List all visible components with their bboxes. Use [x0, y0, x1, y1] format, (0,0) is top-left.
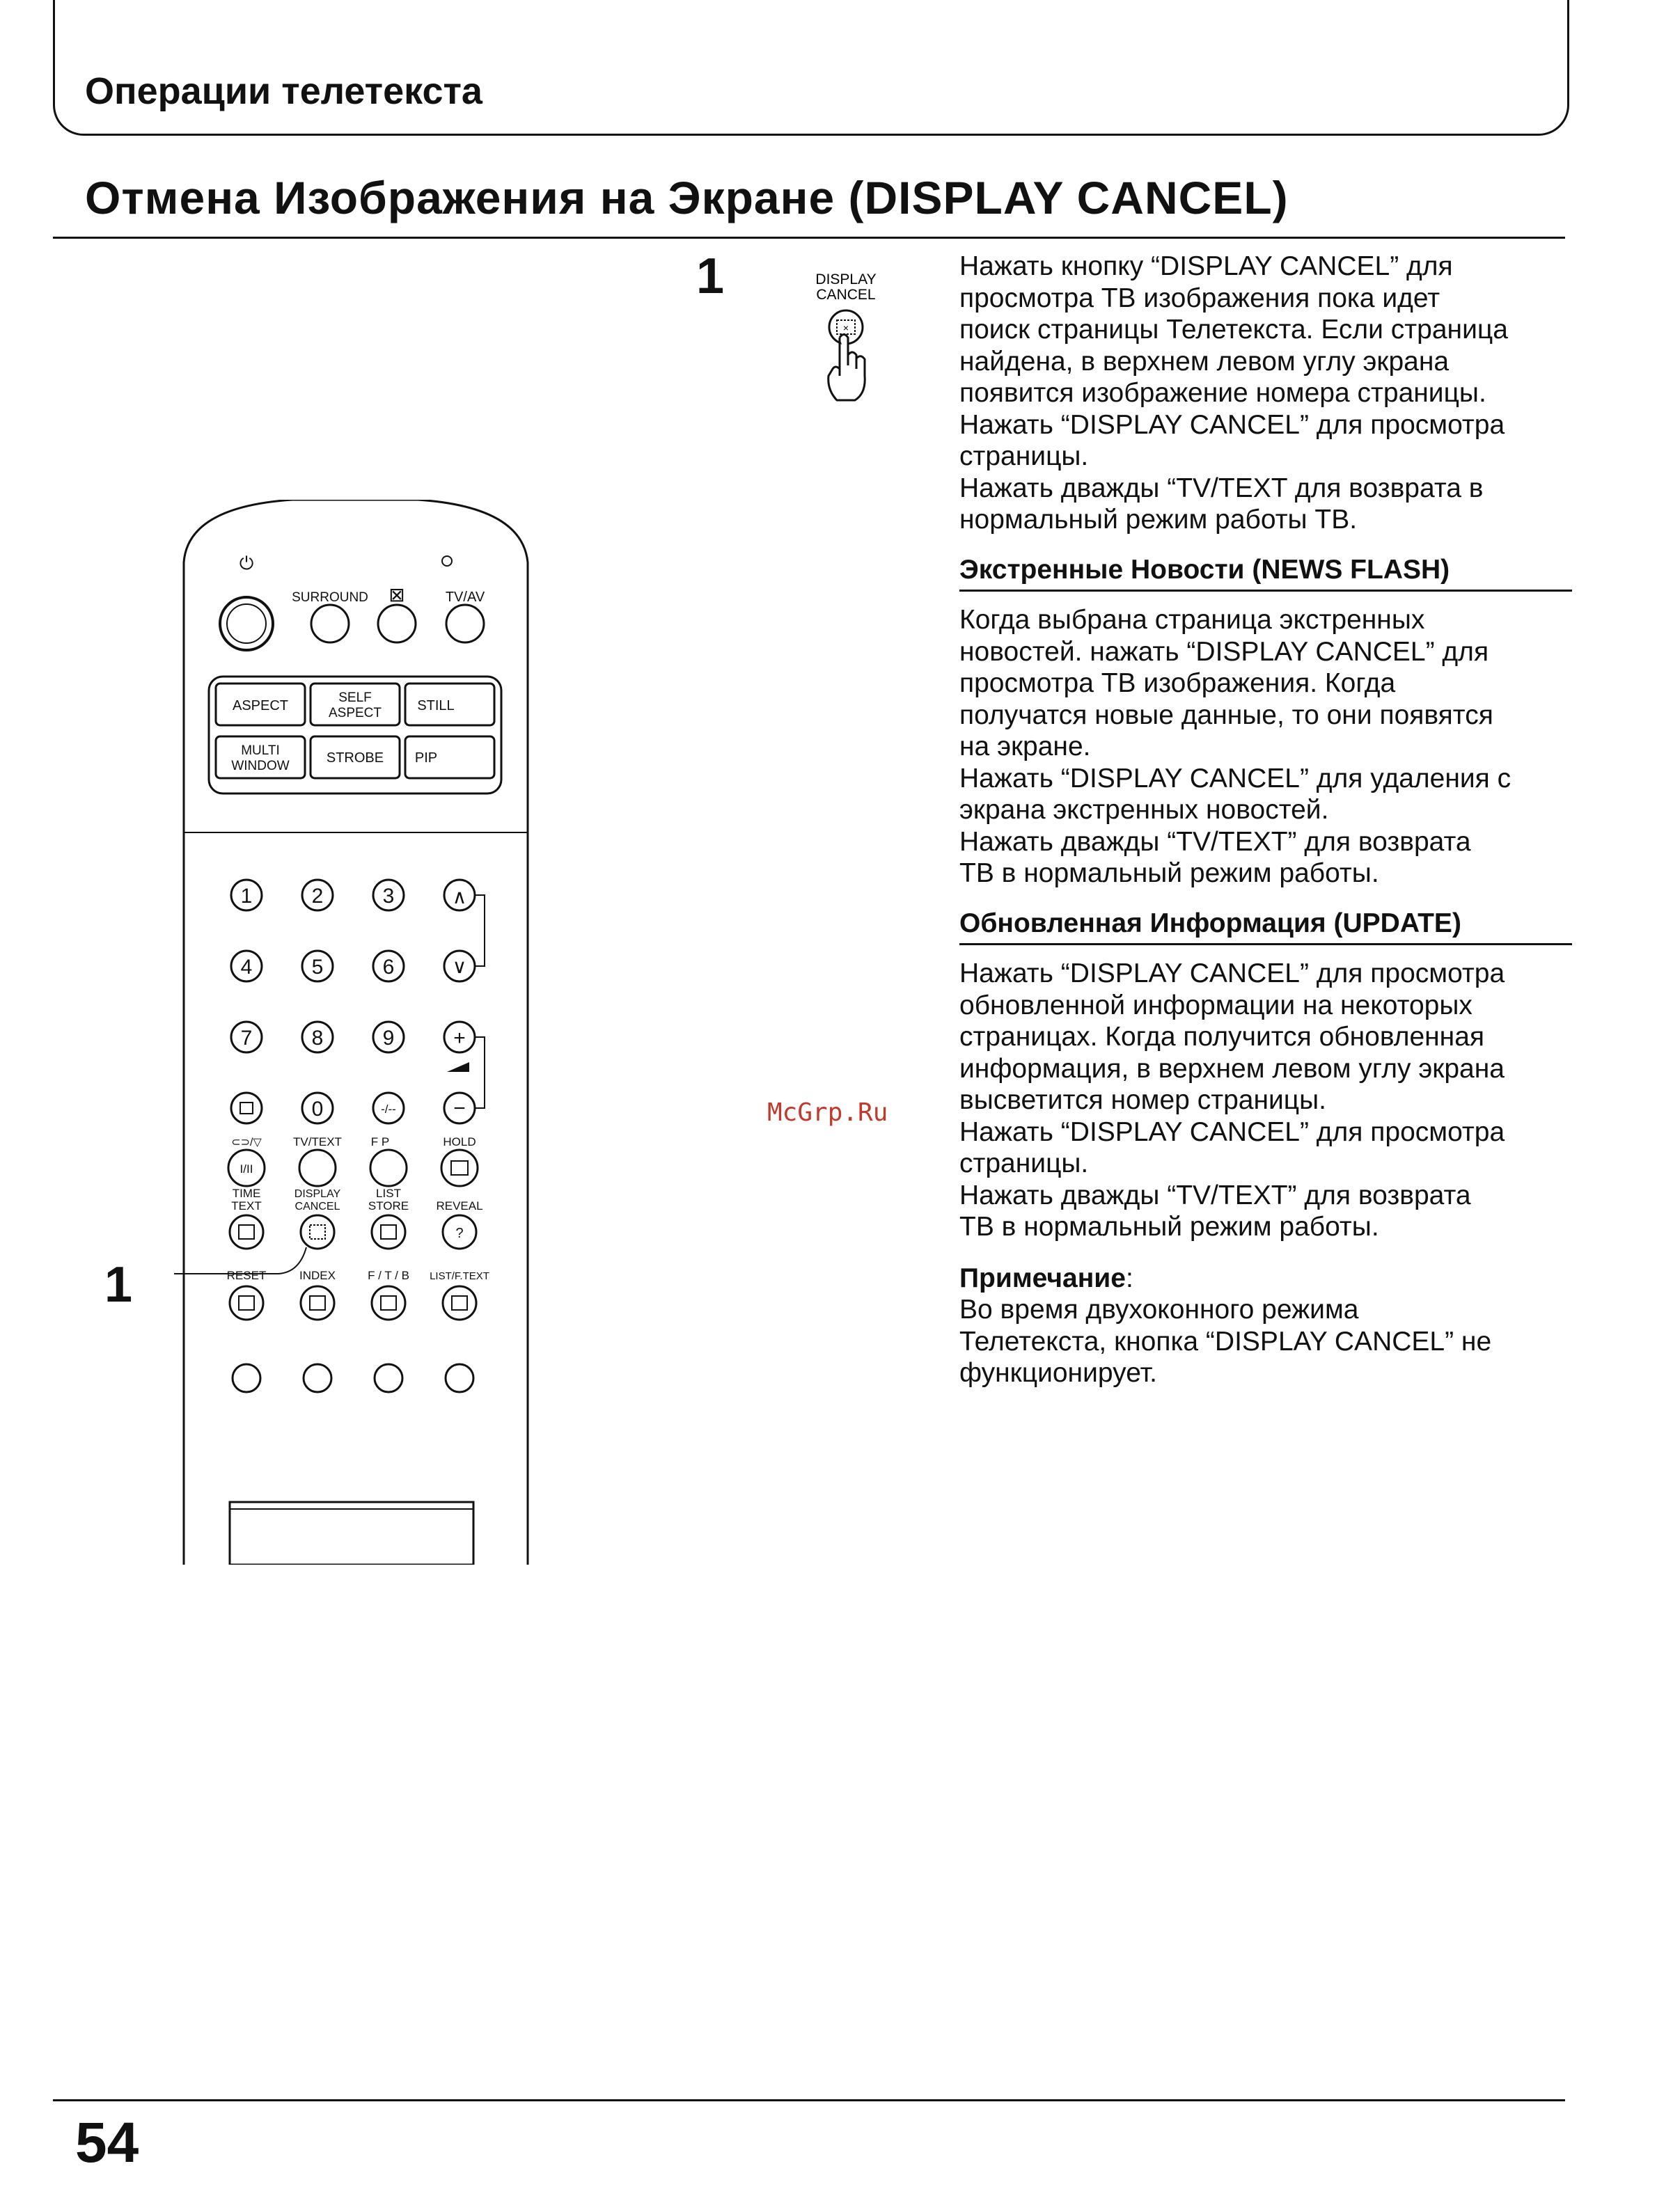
tvav-button: [446, 605, 484, 642]
step-number: 1: [696, 248, 725, 304]
note-title: Примечание: [959, 1263, 1126, 1293]
note-heading: Примечание:: [959, 1263, 1133, 1293]
hold-label: HOLD: [443, 1135, 476, 1148]
reset-button: [230, 1286, 263, 1320]
section-title: Операции телетекста: [85, 70, 482, 112]
still-label: STILL: [417, 698, 455, 713]
self-aspect-label-2: ASPECT: [328, 706, 382, 720]
multi-label-2: WINDOW: [231, 759, 290, 773]
reset-label: RESET: [226, 1269, 267, 1282]
digit-2: 2: [311, 885, 324, 908]
digit-4: 4: [240, 956, 253, 979]
body-line: обновленной информации на некоторых: [959, 990, 1473, 1020]
list-store-label-2: STORE: [368, 1199, 409, 1212]
body-line: Нажать “DISPLAY CANCEL” для удаления с: [959, 763, 1511, 793]
hold-button: [441, 1150, 478, 1186]
svg-text:×: ×: [842, 322, 849, 333]
body-line: появится изображение номера страницы.: [959, 378, 1486, 408]
strobe-label: STROBE: [326, 750, 384, 766]
body-line: просмотра ТВ изображения пока идет: [959, 283, 1440, 313]
minus-icon: −: [453, 1097, 466, 1120]
list-ftext-button: [443, 1286, 476, 1320]
plus-icon: +: [453, 1027, 466, 1050]
digit-0: 0: [311, 1098, 324, 1121]
body-line: Нажать дважды “TV/TEXT” для возврата: [959, 826, 1471, 857]
svg-text:-/--: -/--: [381, 1103, 396, 1116]
body-line: экрана экстренных новостей.: [959, 795, 1329, 825]
body-line: Нажать “DISPLAY CANCEL” для просмотра: [959, 409, 1505, 440]
ftb-button: [372, 1286, 405, 1320]
body-line: ТВ в нормальный режим работы.: [959, 1212, 1379, 1242]
instructions-column: [959, 251, 1572, 1389]
body-line: ТВ в нормальный режим работы.: [959, 858, 1379, 888]
tvtext-label: TV/TEXT: [293, 1135, 342, 1148]
power-icon: ⏻: [239, 553, 254, 574]
body-line: новостей. нажать “DISPLAY CANCEL” для: [959, 636, 1489, 667]
body-line: поиск страницы Телетекста. Если страница: [959, 315, 1508, 345]
page-number: 54: [75, 2111, 139, 2174]
body-line: высветится номер страницы.: [959, 1085, 1326, 1115]
question-icon: ?: [455, 1226, 464, 1241]
volume-icon: [447, 1062, 469, 1072]
body-line: информация, в верхнем левом углу экрана: [959, 1053, 1505, 1084]
tvav-label: TV/AV: [445, 590, 485, 605]
callout-number: 1: [104, 1257, 133, 1313]
cyan-key: [446, 1364, 473, 1392]
display-cancel-label-1: DISPLAY: [294, 1188, 341, 1200]
body-line: Нажать дважды “TV/TEXT” для возврата: [959, 1180, 1471, 1210]
body-line: Нажать дважды “TV/TEXT для возврата в: [959, 473, 1484, 503]
time-label-2: TEXT: [231, 1199, 262, 1212]
body-line: Когда выбрана страница экстренных: [959, 605, 1425, 635]
yellow-key: [375, 1364, 402, 1392]
body-line: Нажать кнопку “DISPLAY CANCEL” для: [959, 251, 1453, 281]
fp-button: [370, 1150, 407, 1186]
title-divider: [53, 237, 1565, 239]
digit-1: 1: [240, 885, 253, 908]
list-ftext-label: LIST/F.TEXT: [430, 1270, 489, 1282]
body-line: функционирует.: [959, 1358, 1157, 1388]
body-line: страницы.: [959, 1148, 1089, 1178]
list-store-label-1: LIST: [376, 1187, 401, 1200]
button-label-line1: DISPLAY: [815, 271, 877, 287]
body-line: страницы.: [959, 441, 1089, 471]
display-cancel-button: [301, 1215, 334, 1249]
digit-6: 6: [382, 956, 395, 979]
self-aspect-label-1: SELF: [338, 690, 372, 705]
digit-3: 3: [382, 885, 395, 908]
news-flash-heading: Экстренные Новости (NEWS FLASH): [959, 554, 1572, 592]
digit-8: 8: [311, 1027, 324, 1050]
body-line: найдена, в верхнем левом углу экрана: [959, 346, 1450, 377]
remote-control-illustration: [174, 500, 536, 1565]
tvtext-button: [299, 1150, 336, 1186]
multi-label-1: MULTI: [241, 743, 280, 758]
index-label: INDEX: [299, 1269, 336, 1282]
body-line: нормальный режим работы ТВ.: [959, 505, 1358, 535]
page-title: Отмена Изображения на Экране (DISPLAY CANCEL): [85, 172, 1289, 223]
body-line: получатся новые данные, то они появятся: [959, 700, 1493, 730]
section-header-frame: [53, 0, 1569, 136]
ftb-label: F / T / B: [368, 1269, 409, 1282]
body-line: страницах. Когда получится обновленная: [959, 1022, 1485, 1052]
body-line: Телетекста, кнопка “DISPLAY CANCEL” не: [959, 1326, 1492, 1357]
power-button: [220, 597, 273, 650]
time-label-1: TIME: [232, 1187, 261, 1200]
red-key: [233, 1364, 260, 1392]
watermark: McGrp.Ru: [767, 1098, 888, 1127]
update-heading: Обновленная Информация (UPDATE): [959, 908, 1572, 946]
mute-button: [378, 605, 416, 642]
channel-down-icon: ∨: [452, 956, 467, 977]
body-line: просмотра ТВ изображения. Когда: [959, 668, 1396, 698]
time-text-button: [230, 1215, 263, 1249]
surround-button: [311, 605, 349, 642]
button-label-line2: CANCEL: [816, 287, 876, 303]
stereo-icon: ⊂⊃/▽: [231, 1137, 262, 1148]
display-cancel-button-illustration: [794, 271, 898, 432]
reveal-label: REVEAL: [436, 1199, 483, 1212]
body-line: на экране.: [959, 732, 1091, 761]
aspect-label: ASPECT: [232, 698, 289, 713]
channel-up-icon: ∧: [452, 886, 467, 908]
svg-text:I/II: I/II: [239, 1162, 253, 1176]
digit-5: 5: [311, 956, 324, 979]
pointing-hand-icon: [828, 335, 865, 401]
body-line: Нажать “DISPLAY CANCEL” для просмотра: [959, 958, 1505, 988]
body-line: Во время двухоконного режима: [959, 1295, 1359, 1325]
pip-label: PIP: [414, 750, 438, 766]
green-key: [304, 1364, 331, 1392]
list-store-button: [372, 1215, 405, 1249]
body-line: Нажать “DISPLAY CANCEL” для просмотра: [959, 1116, 1505, 1147]
index-button: [301, 1286, 334, 1320]
mute-icon: ⊠: [388, 584, 405, 606]
recall-button: [231, 1093, 262, 1123]
display-cancel-label-2: CANCEL: [295, 1201, 340, 1212]
surround-label: SURROUND: [292, 590, 368, 605]
fp-label: F P: [370, 1135, 390, 1148]
digit-7: 7: [240, 1027, 253, 1050]
digit-9: 9: [382, 1027, 395, 1050]
footer-divider: [53, 2099, 1565, 2101]
